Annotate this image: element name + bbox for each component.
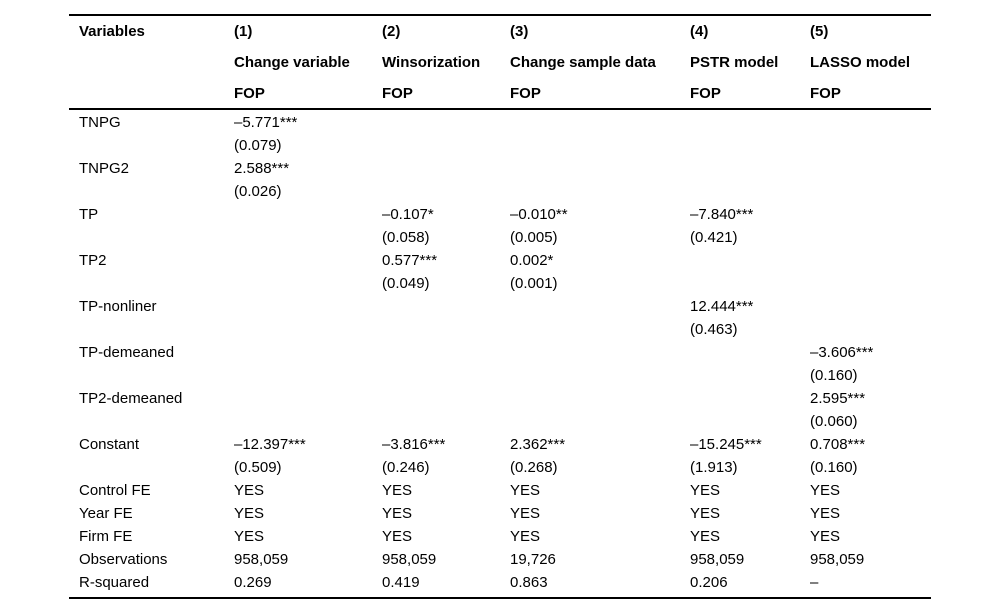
header-cell: FOP (234, 85, 265, 102)
table-cell: YES (690, 505, 721, 522)
table-cell: 0.863 (510, 574, 548, 591)
header-cell: FOP (382, 85, 413, 102)
header-cell: (3) (510, 23, 529, 40)
table-cell: YES (510, 528, 541, 545)
table-row (69, 433, 931, 456)
row-label: TP2 (79, 252, 107, 269)
header-cell: FOP (810, 85, 841, 102)
table-top-rule (69, 14, 931, 16)
header-cell: (4) (690, 23, 709, 40)
table-cell: YES (510, 482, 541, 499)
table-cell: 0.577*** (382, 252, 438, 269)
table-row (69, 410, 931, 433)
header-row (69, 20, 931, 43)
table-row (69, 157, 931, 180)
row-label: Constant (79, 436, 140, 453)
table-cell: YES (382, 482, 413, 499)
table-cell: 0.708*** (810, 436, 866, 453)
table-row (69, 180, 931, 203)
table-cell: (0.246) (382, 459, 430, 476)
header-row (69, 82, 931, 105)
row-label: TP-nonliner (79, 298, 157, 315)
table-cell: (0.026) (234, 183, 282, 200)
header-bottom-rule (69, 108, 931, 110)
table-row (69, 525, 931, 548)
header-cell: Winsorization (382, 54, 481, 71)
table-cell: 0.419 (382, 574, 420, 591)
table-cell: 0.206 (690, 574, 728, 591)
table-cell: YES (690, 528, 721, 545)
table-cell: YES (234, 528, 265, 545)
table-cell: (0.049) (382, 275, 430, 292)
table-cell: –12.397*** (234, 436, 306, 453)
table-cell: –15.245*** (690, 436, 762, 453)
table-cell: 958,059 (382, 551, 437, 568)
table-cell: –7.840*** (690, 206, 754, 223)
table-cell: –3.816*** (382, 436, 446, 453)
table-cell: YES (234, 505, 265, 522)
table-row (69, 548, 931, 571)
row-label: TNPG2 (79, 160, 130, 177)
table-cell: YES (690, 482, 721, 499)
row-label: TP2-demeaned (79, 390, 183, 407)
table-row (69, 479, 931, 502)
table-cell: YES (810, 482, 841, 499)
table-cell: (0.463) (690, 321, 738, 338)
row-label: TP (79, 206, 99, 223)
table-cell: (0.060) (810, 413, 858, 430)
table-cell: –5.771*** (234, 114, 298, 131)
table-row (69, 364, 931, 387)
table-cell: (0.160) (810, 459, 858, 476)
table-cell: (0.160) (810, 367, 858, 384)
table-row (69, 272, 931, 295)
header-cell: Change variable (234, 54, 350, 71)
table-cell: YES (382, 505, 413, 522)
row-label: Control FE (79, 482, 151, 499)
table-cell: YES (810, 505, 841, 522)
table-row (69, 203, 931, 226)
table-row (69, 249, 931, 272)
table-cell: 2.362*** (510, 436, 566, 453)
header-cell: LASSO model (810, 54, 911, 71)
table-row (69, 226, 931, 249)
table-cell: YES (810, 528, 841, 545)
table-cell: 0.269 (234, 574, 272, 591)
header-cell: (1) (234, 23, 253, 40)
table-cell: –0.010** (510, 206, 568, 223)
table-row (69, 502, 931, 525)
header-cell: (5) (810, 23, 829, 40)
row-label: TNPG (79, 114, 121, 131)
table-row (69, 456, 931, 479)
table-cell: (0.005) (510, 229, 558, 246)
table-cell: 2.588*** (234, 160, 290, 177)
table-bottom-rule (69, 597, 931, 599)
table-cell: (0.001) (510, 275, 558, 292)
row-label: Observations (79, 551, 168, 568)
table-cell: 958,059 (810, 551, 865, 568)
table-row (69, 341, 931, 364)
row-label: Firm FE (79, 528, 133, 545)
table-cell: –0.107* (382, 206, 434, 223)
row-label: Year FE (79, 505, 133, 522)
table-cell: YES (510, 505, 541, 522)
table-cell: (0.058) (382, 229, 430, 246)
header-cell: (2) (382, 23, 401, 40)
table-cell: 958,059 (234, 551, 289, 568)
table-cell: (0.268) (510, 459, 558, 476)
table-row (69, 295, 931, 318)
row-label: TP-demeaned (79, 344, 175, 361)
table-cell: 19,726 (510, 551, 556, 568)
header-row (69, 51, 931, 74)
table-cell: (0.079) (234, 137, 282, 154)
table-cell: (0.509) (234, 459, 282, 476)
table-cell: –3.606*** (810, 344, 874, 361)
row-label: R-squared (79, 574, 150, 591)
table-cell: YES (234, 482, 265, 499)
header-cell: FOP (510, 85, 541, 102)
table-row (69, 111, 931, 134)
header-cell: Variables (79, 23, 145, 40)
header-cell: PSTR model (690, 54, 779, 71)
table-row (69, 134, 931, 157)
table-cell: – (810, 574, 819, 591)
table-cell: 0.002* (510, 252, 554, 269)
table-cell: 12.444*** (690, 298, 754, 315)
table-row (69, 571, 931, 594)
table-row (69, 318, 931, 341)
table-cell: (0.421) (690, 229, 738, 246)
table-cell: 2.595*** (810, 390, 866, 407)
table-cell: 958,059 (690, 551, 745, 568)
header-cell: Change sample data (510, 54, 656, 71)
table-row (69, 387, 931, 410)
table-cell: (1.913) (690, 459, 738, 476)
header-cell: FOP (690, 85, 721, 102)
table-cell: YES (382, 528, 413, 545)
